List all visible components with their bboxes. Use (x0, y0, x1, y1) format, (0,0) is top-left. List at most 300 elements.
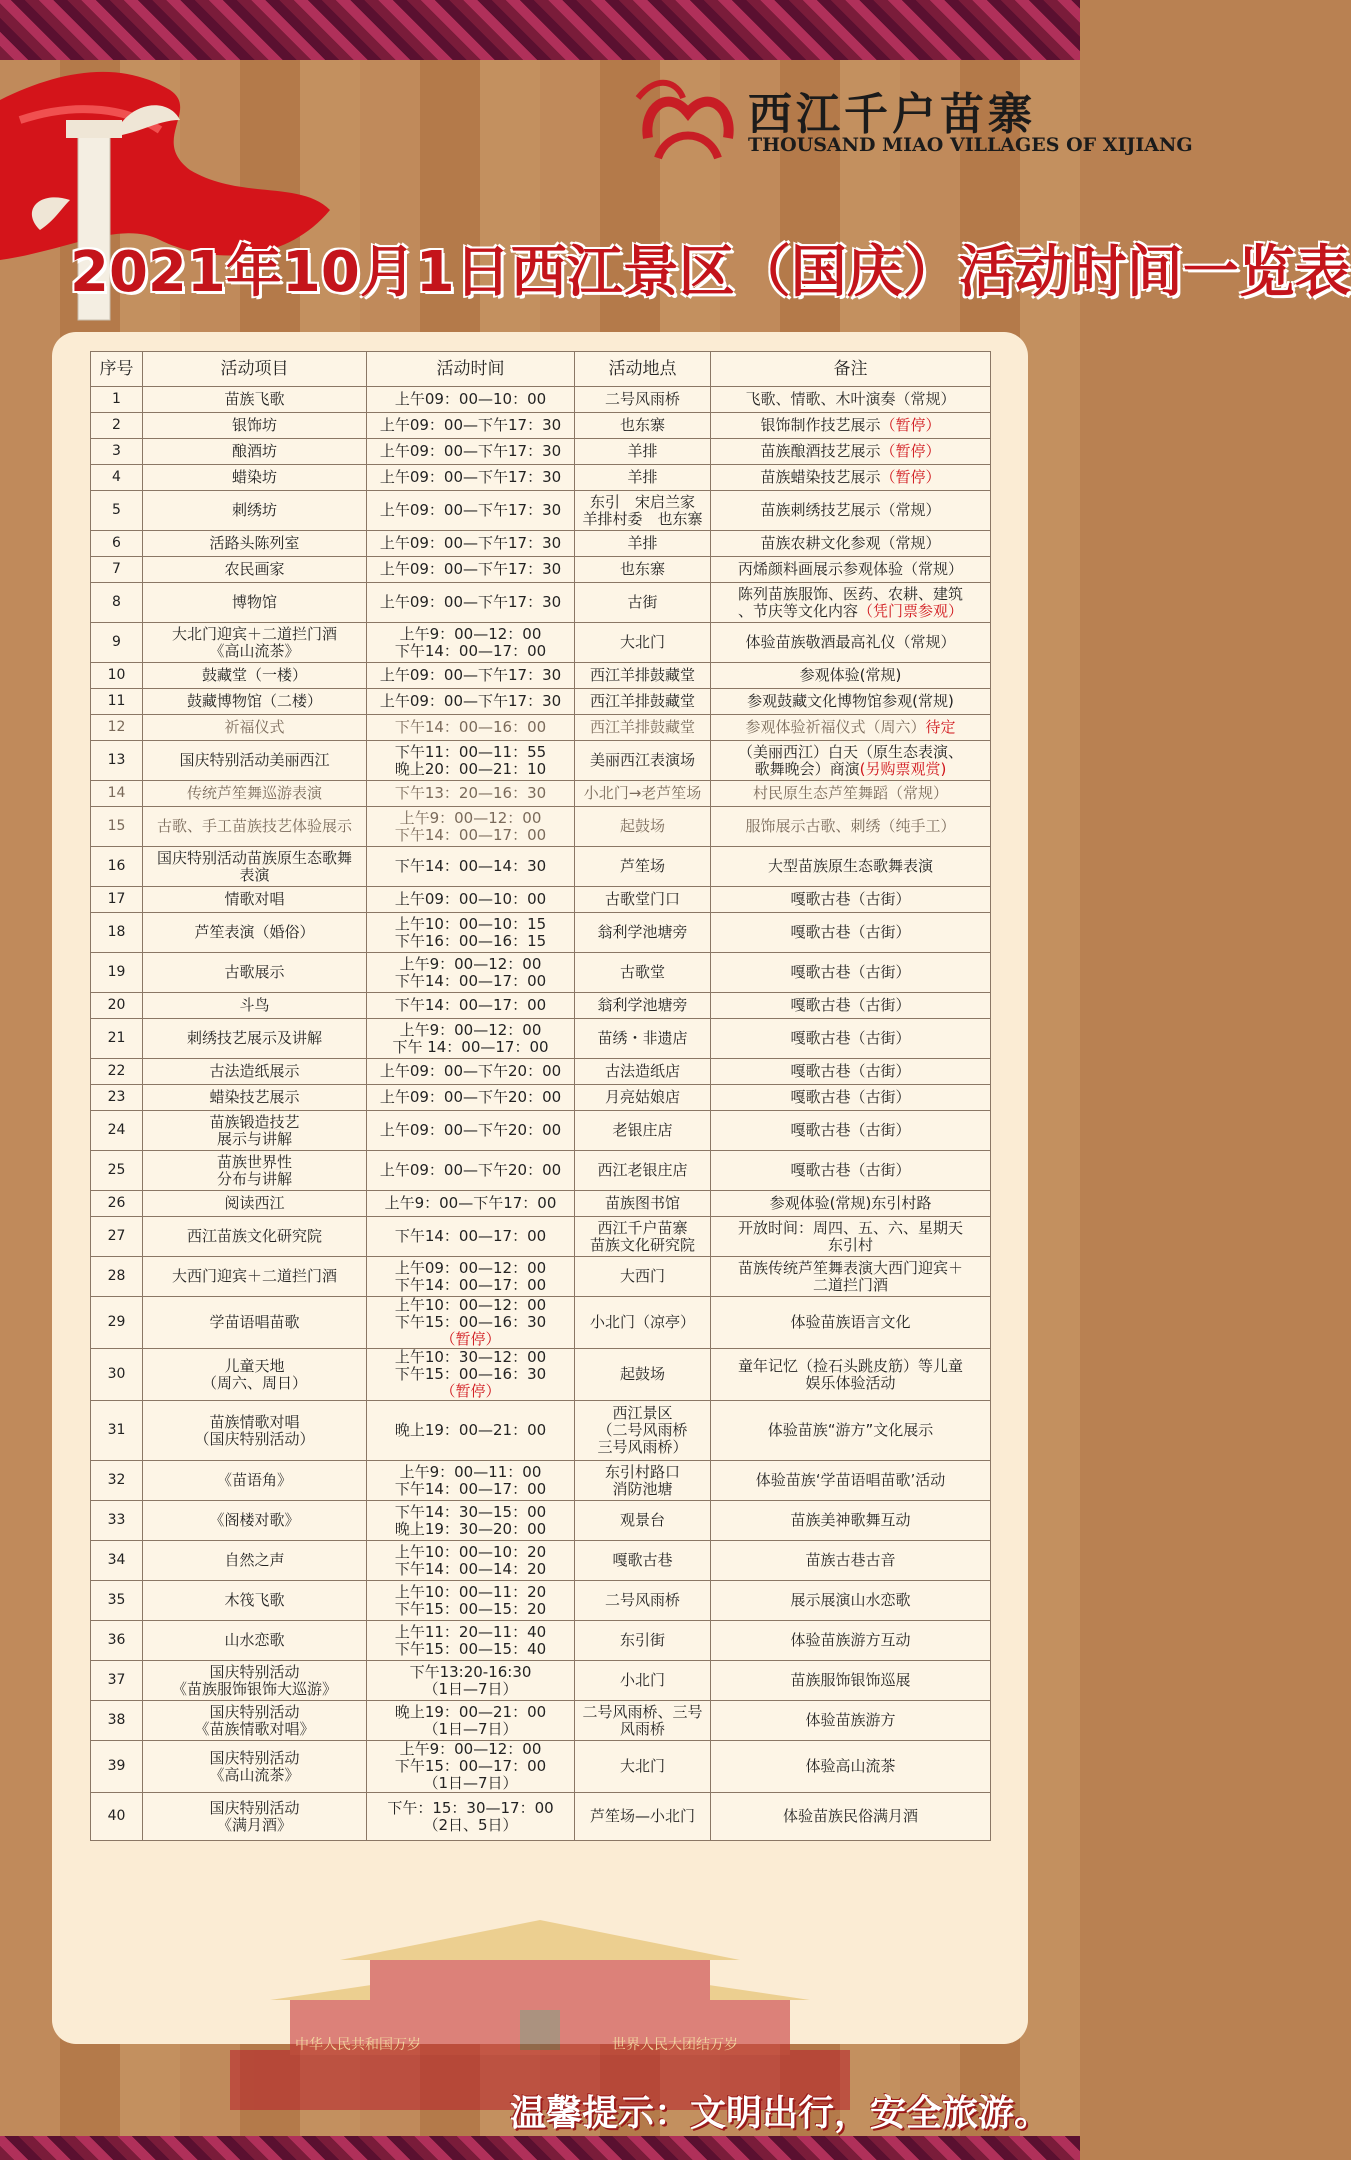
cell-number (91, 689, 143, 715)
cell-time-text: 下午13：20—16：30 (394, 784, 547, 802)
cell-time-text: 上午9：00—12：00 下午14：00—17：00 (394, 954, 547, 990)
cell-activity (143, 1661, 367, 1701)
cell-activity (143, 531, 367, 557)
cell-remarks (711, 1581, 991, 1621)
cell-location-text: 起鼓场 (619, 1365, 665, 1383)
cell-time-text: 下午14：30—15：00 晚上19：30—20：00 (394, 1502, 547, 1538)
cell-activity-text: 山水恋歌 (224, 1631, 285, 1649)
cell-location-text: 月亮姑娘店 (604, 1088, 680, 1106)
cell-remarks (711, 1661, 991, 1701)
cell-time (367, 1661, 575, 1701)
cell-remarks (711, 439, 991, 465)
cell-remarks (711, 1621, 991, 1661)
table-row (91, 1349, 991, 1401)
cell-activity-text: 《阁楼对歌》 (209, 1511, 300, 1529)
table-header-row (91, 352, 991, 387)
cell-activity-text: 苗族飞歌 (224, 390, 285, 408)
cell-number-text: 31 (107, 1422, 126, 1438)
table-row (91, 387, 991, 413)
miao-horns-logo-icon (638, 68, 738, 168)
cell-number (91, 715, 143, 741)
cell-remarks-text: 嘎歌古巷（古街） (790, 963, 911, 981)
cell-activity-text: 国庆特别活动 《高山流茶》 (209, 1748, 300, 1784)
cell-remarks (711, 1151, 991, 1191)
cell-number-text: 37 (107, 1672, 126, 1688)
cell-activity-text: 鼓藏博物馆（二楼） (186, 692, 322, 710)
cell-remarks-text: 嘎歌古巷（古街） (790, 1161, 911, 1179)
cell-number-text: 10 (107, 667, 126, 683)
cell-remarks-text: 村民原生态芦笙舞蹈（常规） (752, 784, 948, 802)
cell-location (575, 953, 711, 993)
cell-location (575, 913, 711, 953)
cell-activity-text: 国庆特别活动 《苗族情歌对唱》 (194, 1702, 315, 1738)
cell-activity-text: 祈福仪式 (224, 718, 285, 736)
cell-location-text: 二号风雨桥 (604, 390, 680, 408)
cell-remarks (711, 807, 991, 847)
cell-time-text: 晚上19：00—21：00 (394, 1421, 547, 1439)
cell-activity-text: 苗族锻造技艺 展示与讲解 (209, 1112, 300, 1148)
cell-time-text: 上午09：00—12：00 下午14：00—17：00 (394, 1258, 547, 1294)
reminder-footer: 温馨提示：文明出行，安全旅游。 (510, 2093, 1051, 2134)
cell-number-text: 11 (107, 693, 126, 709)
cell-time-text: 上午09：00—下午17：30 (379, 442, 562, 460)
cell-location-text: 二号风雨桥、三号 风雨桥 (582, 1702, 703, 1738)
cell-activity-text: 酿酒坊 (231, 442, 277, 460)
cell-number-text: 30 (107, 1366, 126, 1382)
cell-number-text: 5 (112, 502, 121, 518)
header-no: 序号 (91, 352, 143, 387)
cell-location (575, 1701, 711, 1741)
cell-activity-text: 博物馆 (231, 593, 277, 611)
cell-remarks-text: 体验苗族游方 (805, 1711, 896, 1729)
cell-number-text: 35 (107, 1592, 126, 1608)
cell-remarks-text: 体验苗族‘学苗语唱苗歌’活动 (755, 1471, 946, 1489)
cell-remarks-text: 银饰制作技艺展示 (760, 416, 881, 434)
cell-number (91, 531, 143, 557)
remark-highlight: （凭门票参观） (858, 601, 964, 620)
cell-location-text: 羊排 (627, 534, 658, 552)
cell-time (367, 1019, 575, 1059)
table-row (91, 413, 991, 439)
table-row (91, 781, 991, 807)
cell-time (367, 1151, 575, 1191)
cell-number (91, 953, 143, 993)
cell-number-text: 19 (107, 964, 126, 980)
cell-activity-text: 斗鸟 (239, 996, 270, 1014)
logo-chinese-name: 西江千户苗寨 (748, 89, 1036, 140)
cell-time-text: 上午09：00—下午17：30 (379, 468, 562, 486)
cell-remarks-text: 开放时间：周四、五、六、星期天 东引村 (737, 1218, 963, 1254)
cell-location (575, 1297, 711, 1349)
cell-remarks (711, 913, 991, 953)
cell-activity-text: 刺绣技艺展示及讲解 (186, 1029, 322, 1047)
cell-remarks-text: 体验苗族敬酒最高礼仪（常规） (745, 633, 956, 651)
cell-location-text: 也东寨 (619, 416, 665, 434)
cell-time-text: 上午09：00—下午17：30 (379, 666, 562, 684)
cell-location (575, 1217, 711, 1257)
cell-remarks-text: 参观体验(常规)东引村路 (769, 1194, 932, 1212)
cell-location (575, 439, 711, 465)
cell-location-text: 大西门 (619, 1267, 665, 1285)
cell-time (367, 387, 575, 413)
cell-time-text: 上午09：00—下午20：00 (379, 1161, 562, 1179)
cell-time (367, 1621, 575, 1661)
table-row (91, 1401, 991, 1461)
cell-time-text: 上午9：00—12：00 下午14：00—17：00 (394, 808, 547, 844)
cell-time-text: 下午14：00—16：00 (394, 718, 547, 736)
cell-remarks (711, 1297, 991, 1349)
cell-location (575, 1151, 711, 1191)
cell-time-text: 上午09：00—下午20：00 (379, 1088, 562, 1106)
cell-activity-text: 传统芦笙舞巡游表演 (186, 784, 322, 802)
cell-time (367, 781, 575, 807)
cell-location-text: 西江景区 （二号风雨桥 三号风雨桥） (597, 1404, 688, 1456)
cell-time (367, 531, 575, 557)
cell-number (91, 1461, 143, 1501)
cell-location (575, 1019, 711, 1059)
banner-left-slogan: 中华人民共和国万岁 (295, 2037, 421, 2053)
cell-activity-text: 鼓藏堂（一楼） (201, 666, 307, 684)
cell-location-text: 羊排 (627, 442, 658, 460)
table-row (91, 1581, 991, 1621)
cell-remarks (711, 1191, 991, 1217)
cell-location (575, 1111, 711, 1151)
cell-number (91, 1401, 143, 1461)
header-location: 活动地点 (575, 352, 711, 387)
cell-activity-text: 苗族世界性 分布与讲解 (216, 1152, 292, 1188)
cell-activity-text: 国庆特别活动苗族原生态歌舞 表演 (156, 848, 352, 884)
cell-location (575, 993, 711, 1019)
table-row (91, 953, 991, 993)
cell-remarks (711, 1461, 991, 1501)
table-row (91, 1501, 991, 1541)
cell-number-text: 3 (112, 443, 121, 459)
cell-number-text: 32 (107, 1472, 126, 1488)
cell-activity (143, 1019, 367, 1059)
cell-number-text: 17 (107, 891, 126, 907)
cell-number (91, 439, 143, 465)
cell-number (91, 1257, 143, 1297)
cell-number-text: 27 (107, 1228, 126, 1244)
cell-time-text: 上午09：00—下午17：30 (379, 593, 562, 611)
cell-activity (143, 1581, 367, 1621)
cell-activity (143, 623, 367, 663)
cell-location (575, 1257, 711, 1297)
cell-location-text: 古歌堂门口 (604, 890, 680, 908)
remark-highlight: （暂停） (880, 442, 941, 460)
cell-location-text: 也东寨 (619, 560, 665, 578)
cell-number-text: 18 (107, 924, 126, 940)
cell-location-text: 古街 (627, 593, 658, 611)
cell-activity-text: 《苗语角》 (216, 1471, 292, 1489)
header-remarks: 备注 (711, 352, 991, 387)
cell-remarks-text: 嘎歌古巷（古街） (790, 1062, 911, 1080)
cell-location-text: 芦笙场 (619, 857, 665, 875)
cell-remarks-text: 苗族美神歌舞互动 (790, 1511, 911, 1529)
cell-remarks (711, 663, 991, 689)
cell-time-text: 上午9：00—12：00 下午14：00—17：00 (394, 624, 547, 660)
cell-number-text: 9 (112, 634, 121, 650)
cell-location-text: 大北门 (619, 633, 665, 651)
cell-activity-text: 西江苗族文化研究院 (186, 1227, 322, 1245)
cell-remarks (711, 689, 991, 715)
cell-activity (143, 1793, 367, 1841)
cell-activity (143, 1461, 367, 1501)
cell-remarks (711, 1701, 991, 1741)
cell-number-text: 14 (107, 785, 126, 801)
cell-location (575, 1621, 711, 1661)
cell-number (91, 1501, 143, 1541)
cell-number (91, 623, 143, 663)
cell-location-text: 翁利学池塘旁 (597, 996, 688, 1014)
cell-activity (143, 1151, 367, 1191)
cell-activity (143, 1257, 367, 1297)
cell-activity (143, 741, 367, 781)
cell-location (575, 1461, 711, 1501)
cell-number (91, 387, 143, 413)
cell-time (367, 1191, 575, 1217)
cell-number (91, 1349, 143, 1401)
cell-location-text: 东引村路口 消防池塘 (604, 1462, 680, 1498)
cell-remarks (711, 465, 991, 491)
cell-remarks-text: 陈列苗族服饰、医药、农耕、建筑 、节庆等文化内容 (737, 584, 963, 620)
cell-activity-text: 农民画家 (224, 560, 285, 578)
cell-activity (143, 1621, 367, 1661)
cell-location (575, 715, 711, 741)
table-row (91, 689, 991, 715)
cell-number-text: 39 (107, 1758, 126, 1774)
cell-time-text: 上午9：00—下午17：00 (384, 1194, 557, 1212)
cell-remarks-text: 嘎歌古巷（古街） (790, 996, 911, 1014)
cell-remarks-text: 体验苗族“游方”文化展示 (767, 1421, 934, 1439)
cell-remarks-text: 嘎歌古巷（古街） (790, 1121, 911, 1139)
cell-time (367, 1541, 575, 1581)
cell-activity-text: 刺绣坊 (231, 501, 277, 519)
cell-number (91, 1059, 143, 1085)
cell-time-text: 上午10：00—10：20 下午14：00—14：20 (394, 1542, 547, 1578)
cell-remarks (711, 1019, 991, 1059)
cell-activity (143, 1059, 367, 1085)
cell-time (367, 465, 575, 491)
cell-activity (143, 887, 367, 913)
table-row (91, 847, 991, 887)
cell-time-text: 下午：15：30—17：00 （2日、5日） (387, 1798, 554, 1834)
cell-location-text: 小北门→老芦笙场 (583, 784, 702, 802)
cell-number (91, 1621, 143, 1661)
cell-number-text: 36 (107, 1632, 126, 1648)
cell-remarks (711, 1793, 991, 1841)
cell-activity-text: 古歌展示 (224, 963, 285, 981)
table-row (91, 1297, 991, 1349)
cell-activity (143, 583, 367, 623)
cell-number-text: 13 (107, 752, 126, 768)
cell-activity-text: 活路头陈列室 (209, 534, 300, 552)
cell-location (575, 663, 711, 689)
cell-remarks (711, 993, 991, 1019)
cell-remarks (711, 1059, 991, 1085)
table-row (91, 1019, 991, 1059)
cell-time (367, 1401, 575, 1461)
cell-number (91, 1741, 143, 1793)
cell-activity (143, 781, 367, 807)
cell-time-text: 上午09：00—10：00 (394, 890, 547, 908)
cell-location (575, 1661, 711, 1701)
cell-time (367, 1059, 575, 1085)
cell-time-text: 上午9：00—12：00 下午15：00—17：00 （1日—7日） (394, 1740, 547, 1792)
cell-remarks-text: 苗族传统芦笙舞表演大西门迎宾＋ 二道拦门酒 (737, 1258, 963, 1294)
cell-time-text: 上午9：00—12：00 下午 14：00—17：00 (392, 1020, 549, 1056)
table-row (91, 741, 991, 781)
table-row (91, 1217, 991, 1257)
cell-remarks-text: 飞歌、情歌、木叶演奏（常规） (745, 390, 956, 408)
cell-remarks-text: 参观鼓藏文化博物馆参观(常规) (747, 692, 954, 710)
cell-time-text: 下午14：00—17：00 (394, 996, 547, 1014)
cell-remarks-text: 苗族酿酒技艺展示 (760, 442, 881, 460)
cell-time (367, 847, 575, 887)
cell-number (91, 1191, 143, 1217)
table-row (91, 887, 991, 913)
cell-activity-text: 古歌、手工苗族技艺体验展示 (156, 817, 352, 835)
cell-activity (143, 1297, 367, 1349)
cell-time-text: 上午10：00—12：00 下午15：00—16：30 (394, 1296, 547, 1331)
cell-location-text: 嘎歌古巷 (612, 1551, 673, 1569)
cell-remarks (711, 531, 991, 557)
header-time: 活动时间 (367, 352, 575, 387)
cell-time-text: 上午09：00—10：00 (394, 390, 547, 408)
ethnic-pattern-border-bottom (0, 2136, 1080, 2160)
cell-location-text: 苗族图书馆 (604, 1194, 680, 1212)
cell-activity-text: 国庆特别活动 《满月酒》 (209, 1798, 300, 1834)
cell-location (575, 1741, 711, 1793)
cell-remarks-text: 展示展演山水恋歌 (790, 1591, 911, 1609)
cell-location-text: 西江千户苗寨 苗族文化研究院 (589, 1218, 695, 1254)
cell-remarks-text: 苗族蜡染技艺展示 (760, 468, 881, 486)
cell-number (91, 663, 143, 689)
table-row (91, 913, 991, 953)
cell-activity-text: 芦笙表演（婚俗） (194, 923, 315, 941)
cell-remarks (711, 557, 991, 583)
cell-remarks (711, 413, 991, 439)
table-row (91, 807, 991, 847)
cell-activity-text: 情歌对唱 (224, 890, 285, 908)
cell-number (91, 1217, 143, 1257)
page-title: 2021年10月1日西江景区（国庆）活动时间一览表 (70, 240, 1351, 305)
cell-remarks-text: 苗族服饰银饰巡展 (790, 1671, 911, 1689)
cell-location-text: 小北门（凉亭） (589, 1313, 695, 1331)
cell-location-text: 羊排 (627, 468, 658, 486)
cell-activity (143, 491, 367, 531)
cell-remarks (711, 1401, 991, 1461)
table-row (91, 623, 991, 663)
cell-location (575, 387, 711, 413)
cell-activity-text: 蜡染技艺展示 (209, 1088, 300, 1106)
cell-location-text: 小北门 (619, 1671, 665, 1689)
cell-location (575, 1581, 711, 1621)
cell-number (91, 1151, 143, 1191)
cell-time (367, 913, 575, 953)
cell-time (367, 1297, 575, 1349)
cell-location (575, 689, 711, 715)
cell-time (367, 807, 575, 847)
cell-number (91, 1541, 143, 1581)
cell-time-text: 上午09：00—下午17：30 (379, 416, 562, 434)
cell-activity (143, 1111, 367, 1151)
cell-time-text: 上午09：00—下午17：30 (379, 692, 562, 710)
paused-label: （暂停） (440, 1330, 501, 1348)
cell-time-text: 下午11：00—11：55 晚上20：00—21：10 (394, 742, 547, 778)
cell-number-text: 12 (107, 719, 126, 735)
cell-time (367, 887, 575, 913)
table-row (91, 1661, 991, 1701)
table-row (91, 1151, 991, 1191)
table-row (91, 1461, 991, 1501)
cell-location-text: 西江羊排鼓藏堂 (589, 666, 695, 684)
cell-activity (143, 807, 367, 847)
table-row (91, 663, 991, 689)
cell-remarks (711, 1741, 991, 1793)
cell-time-text: 上午09：00—下午20：00 (379, 1062, 562, 1080)
cell-number (91, 491, 143, 531)
cell-remarks (711, 1501, 991, 1541)
cell-number-text: 4 (112, 469, 121, 485)
cell-location (575, 1501, 711, 1541)
cell-remarks-text: 苗族刺绣技艺展示（常规） (760, 501, 941, 519)
cell-number-text: 1 (112, 391, 121, 407)
cell-location (575, 413, 711, 439)
cell-location (575, 465, 711, 491)
table-row (91, 491, 991, 531)
cell-number-text: 24 (107, 1122, 126, 1138)
cell-time (367, 953, 575, 993)
cell-time (367, 1257, 575, 1297)
cell-number (91, 1661, 143, 1701)
banner-right-slogan: 世界人民大团结万岁 (612, 2037, 738, 2053)
cell-number-text: 16 (107, 858, 126, 874)
cell-time-text: 上午09：00—下午20：00 (379, 1121, 562, 1139)
cell-remarks (711, 583, 991, 623)
cell-number (91, 993, 143, 1019)
cell-time (367, 663, 575, 689)
cell-remarks-text: 大型苗族原生态歌舞表演 (767, 857, 933, 875)
table-row (91, 439, 991, 465)
table-row (91, 557, 991, 583)
cell-number (91, 1085, 143, 1111)
table-row (91, 1191, 991, 1217)
cell-location-text: 西江羊排鼓藏堂 (589, 718, 695, 736)
cell-activity-text: 学苗语唱苗歌 (209, 1313, 300, 1331)
cell-number (91, 1019, 143, 1059)
cell-time (367, 1111, 575, 1151)
cell-location-text: 苗绣・非遗店 (597, 1029, 688, 1047)
cell-number-text: 25 (107, 1162, 126, 1178)
cell-location (575, 623, 711, 663)
cell-activity-text: 国庆特别活动 《苗族服饰银饰大巡游》 (171, 1662, 337, 1698)
cell-location (575, 1541, 711, 1581)
table-row (91, 1793, 991, 1841)
cell-remarks-text: 体验苗族民俗满月酒 (782, 1807, 918, 1825)
cell-time (367, 1349, 575, 1401)
cell-remarks (711, 715, 991, 741)
cell-remarks-text: 丙烯颜料画展示参观体验（常规） (737, 560, 963, 578)
cell-location-text: 西江老银庄店 (597, 1161, 688, 1179)
cell-location-text: 大北门 (619, 1757, 665, 1775)
cell-activity (143, 1191, 367, 1217)
cell-location (575, 491, 711, 531)
cell-time (367, 1461, 575, 1501)
cell-time (367, 623, 575, 663)
cell-remarks (711, 1111, 991, 1151)
cell-remarks (711, 1217, 991, 1257)
